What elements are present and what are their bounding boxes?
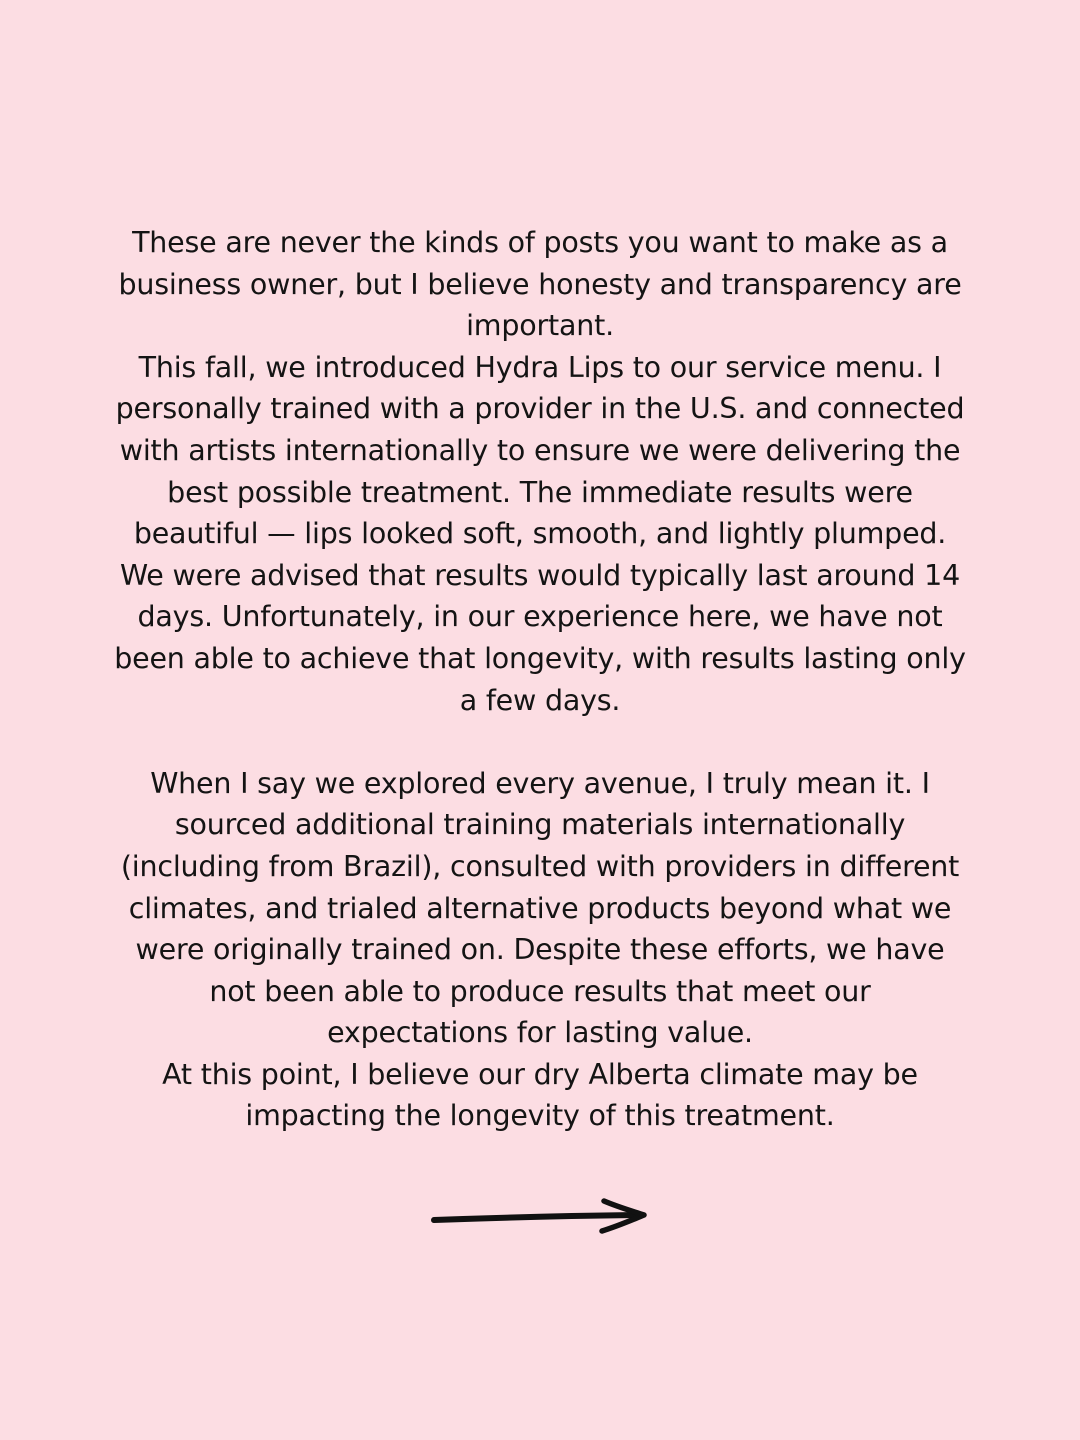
paragraph-spacer [90, 721, 990, 763]
arrow-right-icon[interactable] [428, 1193, 654, 1239]
intro-paragraph: These are never the kinds of posts you want to make as a business owner, but I believe honesty and transparency are important. [118, 226, 962, 343]
post-text [90, 222, 990, 1137]
hydra-lips-paragraph: This fall, we introduced Hydra Lips to our service menu. I personally trained with a provider in the U.S. and connected with artists internationally to ensure we were delivering the best possible treatment. The immediate results were beautiful — lips looked soft, smooth, and lightly plumped. We were advised that results would typically last around 14 days. Unfortunately, in our experience here, we have not been able to achieve that longevity, with results lasting only a few days. [114, 350, 966, 717]
efforts-paragraph: When I say we explored every avenue, I truly mean it. I sourced additional training materials internationally (including from Brazil), consulted with providers in different climates, and trialed alternative products beyond what we were originally trained on. Despite these efforts, we have not been able to produce results that meet our expectations for lasting value. [120, 766, 960, 1050]
climate-paragraph: At this point, I believe our dry Alberta climate may be impacting the longevity of this treatment. [162, 1057, 918, 1133]
